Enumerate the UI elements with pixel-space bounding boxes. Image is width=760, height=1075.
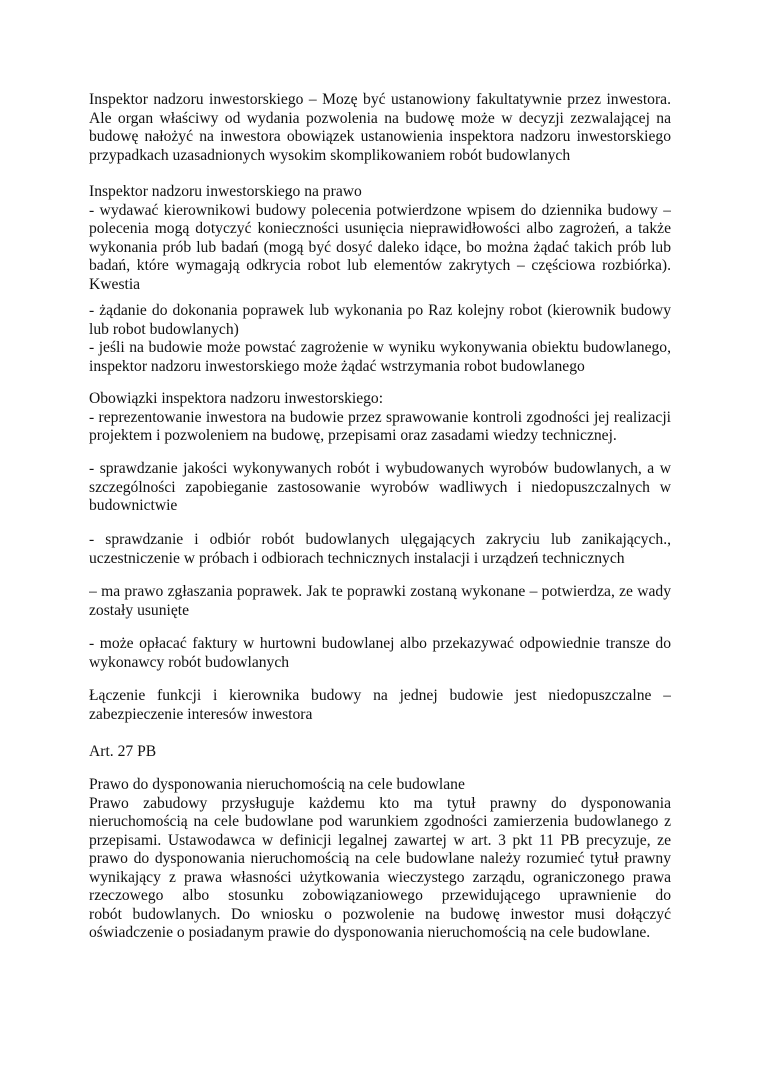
paragraph: [89, 583, 671, 620]
text-line: projektem i pozwoleniem na budowę, przepisami oraz zasadami wiedzy technicznej.: [89, 427, 617, 444]
text-line: zabezpieczenie interesów inwestora: [89, 705, 313, 723]
text-line: Kwestia: [89, 275, 141, 293]
text-line: Łączenie funkcji i kierownika budowy na jednej budowie jest niedopuszczalne –: [89, 687, 671, 704]
text-line: polecenia mogą dotyczyć konieczności usunięcia nieprawidłowości albo zagrożeń, a także: [89, 220, 671, 237]
text-line: - sprawdzanie jakości wykonywanych robót i wybudowanych wyrobów budowlanych, a w: [89, 460, 671, 477]
paragraph: [89, 390, 671, 446]
text-line: uczestniczenie w próbach i odbiorach technicznych instalacji i urządzeń technicznych: [89, 549, 625, 567]
text-line: Prawo do dysponowania nieruchomością na cele budowlane: [89, 776, 465, 793]
text-line: Inspektor nadzoru inwestorskiego na prawo: [89, 183, 362, 200]
text-line: Prawo zabudowy przysługuje każdemu kto ma tytuł prawny do dysponowania: [89, 794, 671, 812]
text-line: Ale organ właściwy od wydania pozwolenia na budowę może w decyzji zezwalającej na: [89, 109, 671, 127]
text-line: budownictwie: [89, 497, 178, 514]
text-line: - reprezentowanie inwestora na budowie przez sprawowanie kontroli zgodności jej realizacji: [89, 408, 671, 426]
text-line: wynikający z prawa własności użytkowania wieczystego zarządu, ograniczonego prawa: [89, 868, 671, 886]
text-line: nieruchomością na cele budowlane pod warunkiem zgodności zamierzenia budowlanego z: [89, 813, 671, 830]
text-line: – ma prawo zgłaszania poprawek. Jak te poprawki zostaną wykonane – potwierdza, ze wady: [89, 583, 671, 600]
paragraph: [89, 635, 671, 672]
text-line: oświadczenie o posiadanym prawie do dysponowania nieruchomością na cele budowlane.: [89, 924, 651, 941]
paragraph: [89, 531, 671, 568]
text-line: robót budowlanych. Do wniosku o pozwolenie na budowę inwestor musi dołączyć: [89, 905, 671, 923]
text-line: - jeśli na budowie może powstać zagrożenie w wyniku wykonywania obiektu budowlanego,: [89, 339, 671, 356]
text-line: rzeczowego albo stosunku zobowiązaniowego przewidującego uprawnienie do: [89, 887, 671, 904]
text-line: - może opłacać faktury w hurtowni budowlanej albo przekazywać odpowiednie transze do: [89, 635, 671, 652]
text-line: inspektor nadzoru inwestorskiego może żądać wstrzymania robot budowlanego: [89, 357, 585, 375]
text-line: - żądanie do dokonania poprawek lub wykonania po Raz kolejny robot (kierownik budowy: [89, 302, 671, 319]
paragraph: [89, 183, 671, 294]
text-line: badań, które wymagają odkrycia robot lub elementów zakrytych – częściowa rozbiórka).: [89, 257, 671, 274]
text-line: Inspektor nadzoru inwestorskiego – Mozę być ustanowiony fakultatywnie przez inwestora.: [89, 91, 671, 108]
paragraph: [89, 776, 671, 943]
text-line: zostały usunięte: [89, 601, 190, 619]
text-line: Art. 27 PB: [89, 743, 157, 760]
text-line: prawo do dysponowania nieruchomością na cele budowlane należy rozumieć tytuł prawny: [89, 850, 671, 867]
paragraph: [89, 302, 671, 376]
text-line: Obowiązki inspektora nadzoru inwestorskiego:: [89, 390, 384, 407]
paragraph: [89, 743, 671, 762]
text-line: - wydawać kierownikowi budowy polecenia potwierdzone wpisem do dziennika budowy –: [89, 201, 671, 219]
text-line: lub robot budowlanych): [89, 320, 239, 338]
text-line: przypadkach uzasadnionych wysokim skomplikowaniem robót budowlanych: [89, 146, 571, 164]
paragraph: [89, 687, 671, 724]
paragraph: [89, 91, 671, 165]
text-line: budowę nałożyć na inwestora obowiązek ustanowienia inspektora nadzoru inwestorskiego: [89, 128, 671, 145]
text-line: przepisami. Ustawodawca w definicji legalnej zawartej w art. 3 pkt 11 PB precyzuje, ze: [89, 831, 671, 849]
text-line: - sprawdzanie i odbiór robót budowlanych ulęgających zakryciu lub zanikających.,: [89, 531, 671, 548]
text-line: wykonania prób lub badań (mogą być dosyć daleko idące, bo można żądać takich prób lub: [89, 238, 671, 256]
text-line: szczególności zapobieganie zastosowanie wyrobów wadliwych i niedopuszczalnych w: [89, 478, 671, 496]
text-line: wykonawcy robót budowlanych: [89, 653, 290, 671]
paragraph: [89, 460, 671, 516]
